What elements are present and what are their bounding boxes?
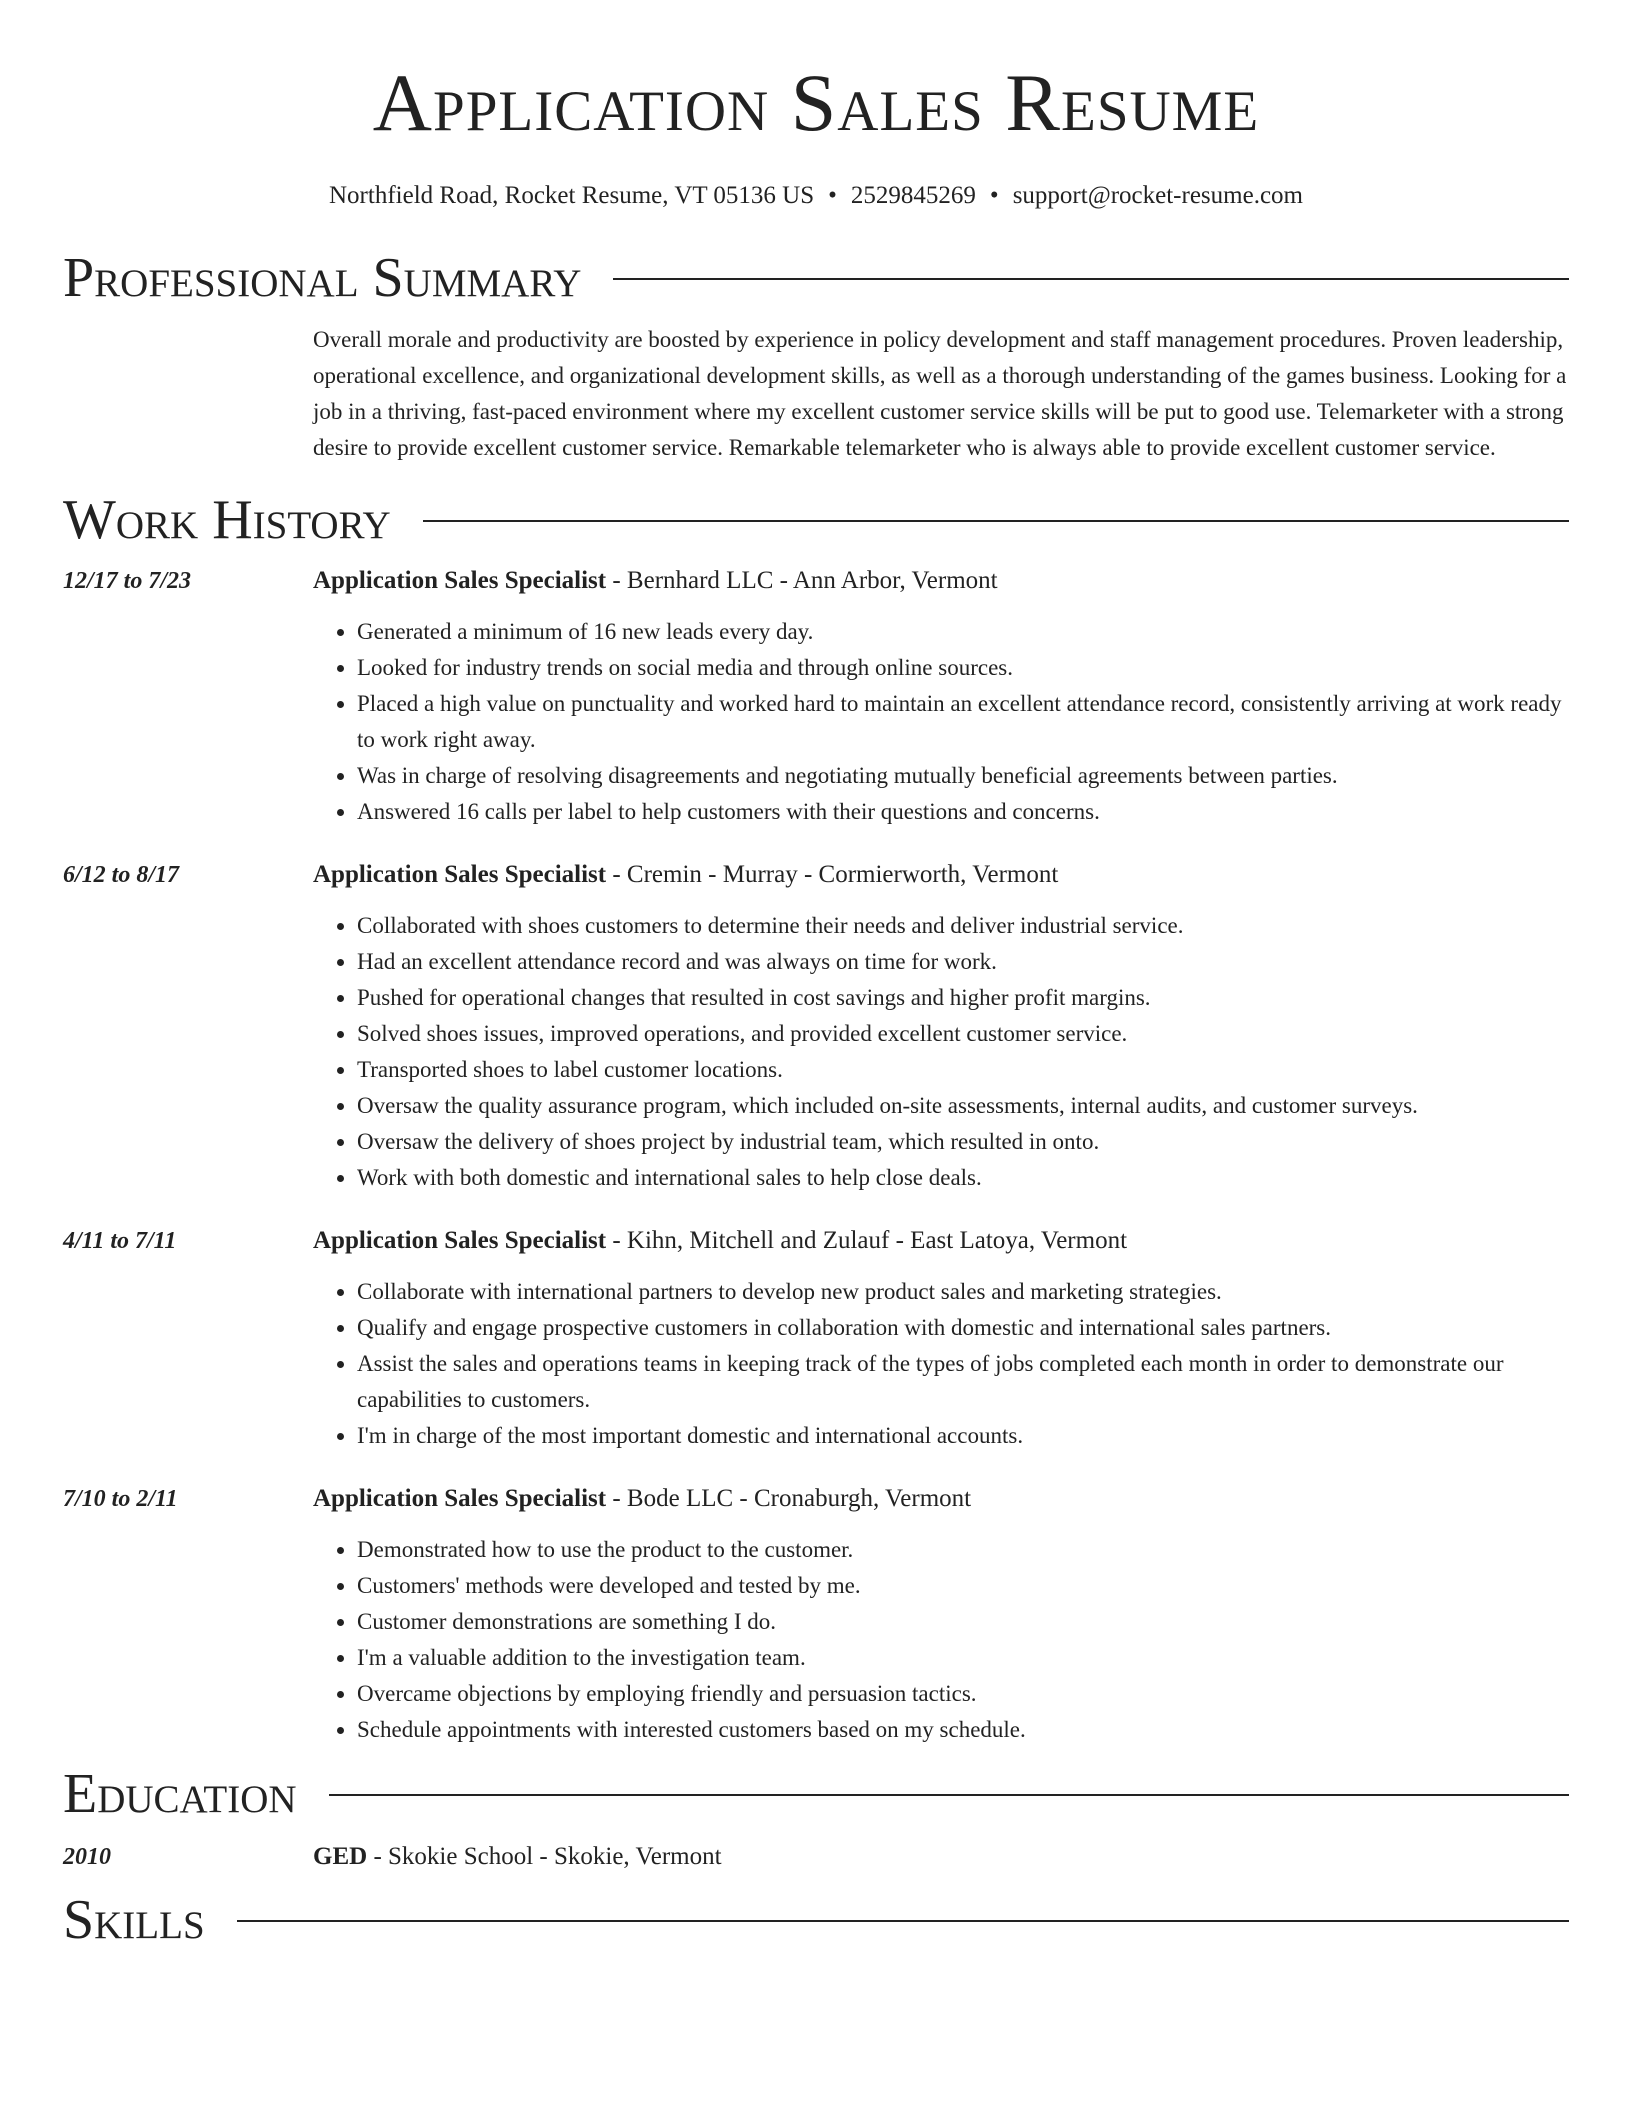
employer-location: - Kihn, Mitchell and Zulauf - East Latoya, Vermont [606,1227,1128,1254]
summary-text: Overall morale and productivity are boosted by experience in policy development and staff management procedures. Proven leadership, operational excellence, and organizational development skills, as well as a thorough understanding of the games business. Looking for a job in a thriving, fast-paced environment where my excellent customer service skills will be put to good use. Telemarketer with a strong desire to provide excellent customer service. Remarkable telemarketer who is always able to provide excellent customer service. [313,327,1567,460]
work-bullet: • Looked for industry trends on social media and through online sources. [357,650,1569,686]
work-bullet: • Was in charge of resolving disagreements and negotiating mutually beneficial agreements between parties. [357,758,1569,794]
section-divider [329,1794,1569,1796]
work-bullet: • Customer demonstrations are something I do. [357,1604,1569,1640]
section-divider [613,278,1569,280]
section-work-history [63,488,1569,552]
work-bullets [313,1532,1569,1748]
work-entry [63,1482,1569,1748]
contact-email: support@rocket-resume.com [1012,182,1303,209]
work-heading [313,858,1569,892]
education-year: 2010 [63,1844,111,1870]
section-divider [237,1920,1569,1922]
work-bullet: • Answered 16 calls per label to help customers with their questions and concerns. [357,794,1569,830]
work-bullet: • Assist the sales and operations teams in keeping track of the types of jobs completed each month in order to demonstrate our capabilities to customers. [357,1346,1569,1418]
job-title: Application Sales Specialist [313,1227,607,1254]
section-education [63,1762,1569,1826]
work-bullet: • Work with both domestic and international sales to help close deals. [357,1160,1569,1196]
section-professional-summary [63,246,1569,310]
work-heading [313,564,1569,598]
contact-separator: • [989,182,999,209]
job-title: Application Sales Specialist [313,567,607,594]
employer-location: - Bode LLC - Cronaburgh, Vermont [606,1485,972,1512]
work-bullet: • Collaborated with shoes customers to determine their needs and deliver industrial service. [357,908,1569,944]
work-bullet: • Placed a high value on punctuality and worked hard to maintain an excellent attendance record, consistently arriving at work ready to work right away. [357,686,1569,758]
work-bullet: • Qualify and engage prospective customers in collaboration with domestic and international sales partners. [357,1310,1569,1346]
work-bullet: • I'm a valuable addition to the investigation team. [357,1640,1569,1676]
work-bullet: • Demonstrated how to use the product to the customer. [357,1532,1569,1568]
employer-location: - Cremin - Murray - Cormierworth, Vermont [606,861,1059,888]
work-bullets [313,1274,1569,1454]
work-dates: 12/17 to 7/23 [63,568,192,594]
contact-phone: 2529845269 [850,182,976,209]
work-bullets [313,614,1569,830]
work-bullet: • Schedule appointments with interested customers based on my schedule. [357,1712,1569,1748]
work-bullet: • Transported shoes to label customer locations. [357,1052,1569,1088]
work-entry [63,564,1569,830]
education-entry [63,1840,1569,1874]
work-dates: 4/11 to 7/11 [63,1228,177,1254]
education-heading [313,1840,1569,1874]
work-bullet: • Oversaw the quality assurance program, which included on-site assessments, internal audits, and customer surveys. [357,1088,1569,1124]
section-skills [63,1888,1569,1952]
school-location: - Skokie School - Skokie, Vermont [367,1843,722,1870]
work-dates: 6/12 to 8/17 [63,862,180,888]
contact-address: Northfield Road, Rocket Resume, VT 05136 US [329,182,815,209]
resume-title: Application Sales Resume [372,57,1260,148]
section-title: Skills [63,1889,205,1951]
section-title: Work History [63,489,391,551]
work-entry [63,1224,1569,1454]
contact-line [63,180,1569,212]
work-bullet: • Pushed for operational changes that resulted in cost savings and higher profit margins. [357,980,1569,1016]
work-entry [63,858,1569,1196]
work-bullet: • Overcame objections by employing friendly and persuasion tactics. [357,1676,1569,1712]
work-bullet: • Collaborate with international partners to develop new product sales and marketing strategies. [357,1274,1569,1310]
employer-location: - Bernhard LLC - Ann Arbor, Vermont [606,567,998,594]
contact-separator: • [828,182,837,209]
section-title: Education [63,1763,297,1825]
work-bullets [313,908,1569,1196]
work-bullet: • Solved shoes issues, improved operations, and provided excellent customer service. [357,1016,1569,1052]
degree: GED [313,1843,368,1870]
work-bullet: • Had an excellent attendance record and was always on time for work. [357,944,1569,980]
work-heading [313,1482,1569,1516]
work-dates: 7/10 to 2/11 [63,1486,178,1512]
section-divider [423,520,1569,522]
work-bullet: • Customers' methods were developed and tested by me. [357,1568,1569,1604]
work-bullet: • Generated a minimum of 16 new leads every day. [357,614,1569,650]
section-title: Professional Summary [63,247,582,309]
work-bullet: • I'm in charge of the most important domestic and international accounts. [357,1418,1569,1454]
job-title: Application Sales Specialist [313,861,607,888]
work-heading [313,1224,1569,1258]
work-bullet: • Oversaw the delivery of shoes project by industrial team, which resulted in onto. [357,1124,1569,1160]
job-title: Application Sales Specialist [313,1485,607,1512]
